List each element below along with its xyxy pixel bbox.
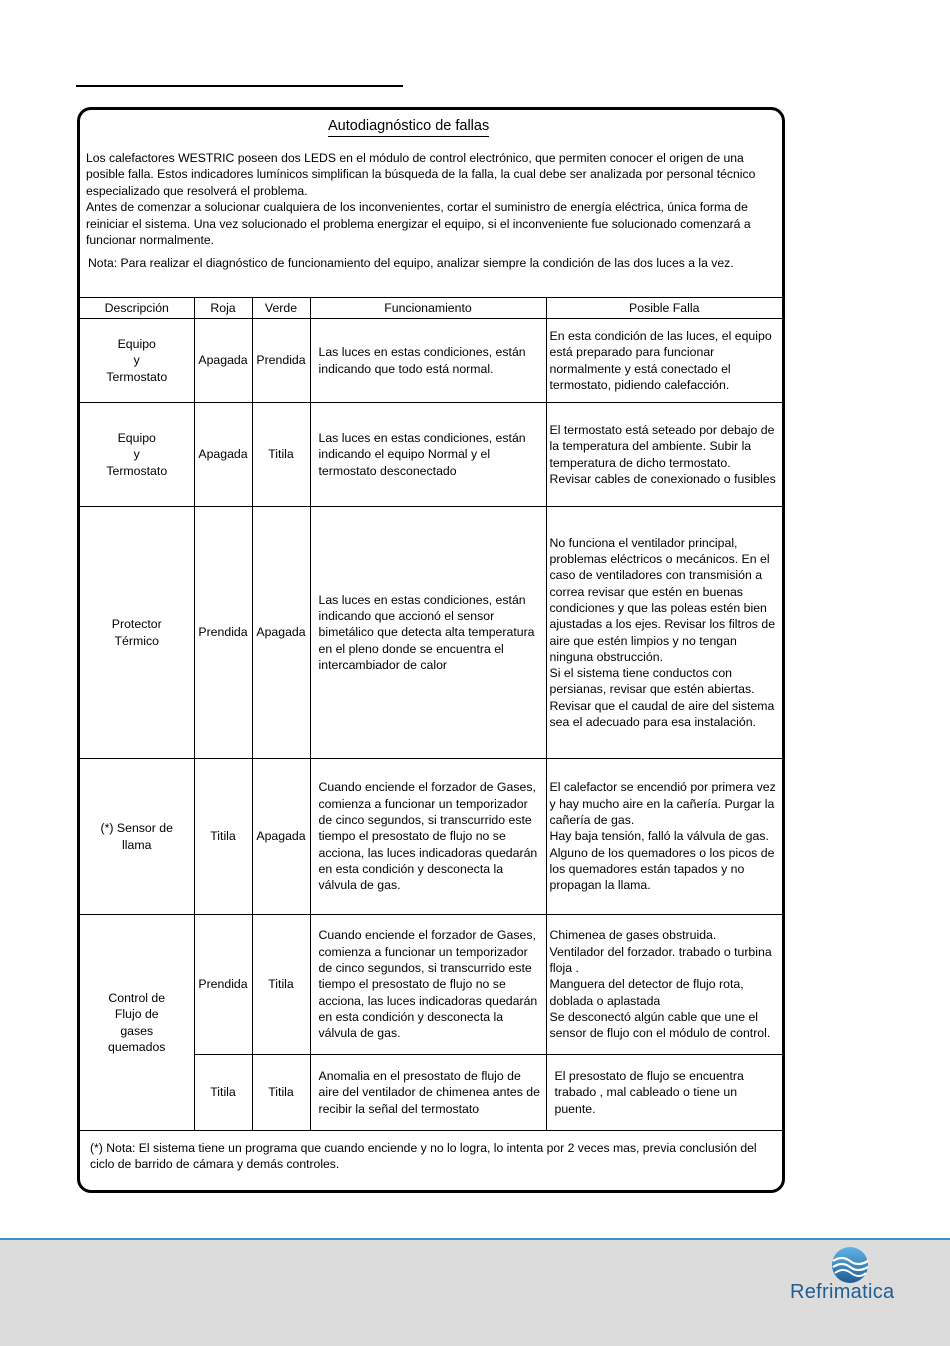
row-funcionamiento: Anomalia en el presostato de flujo de aire del ventilador de chimenea antes de recibir la señal del termostato	[310, 1055, 546, 1131]
fault-table	[80, 297, 782, 1131]
descripcion-line: Termostato	[106, 463, 168, 478]
row-roja: Apagada	[194, 403, 252, 507]
descripcion-line: Control de	[108, 990, 166, 1005]
table-row	[80, 759, 782, 915]
table-row	[80, 403, 782, 507]
row-roja: Apagada	[194, 319, 252, 403]
descripcion-line: Equipo	[117, 337, 156, 352]
intro-paragraph: Los calefactores WESTRIC poseen dos LEDS en el módulo de control electrónico, que permiten conocer el origen de una posible falla. Estos indicadores lumínicos simplifican la búsqueda de la falla, la cual debe ser analizada por personal técnico especializado que resolverá el problema.	[86, 151, 756, 198]
descripcion-line: quemados	[108, 1039, 166, 1054]
row-funcionamiento: Las luces en estas condiciones, están indicando el equipo Normal y el termostato desconectado	[310, 403, 546, 507]
intro-text	[86, 150, 776, 248]
brand-name: Refrimatica	[790, 1281, 895, 1303]
descripcion-line: llama	[122, 837, 152, 852]
row-verde: Apagada	[252, 759, 310, 915]
descripcion-line: y	[133, 447, 140, 462]
descripcion-line: gases	[120, 1023, 154, 1038]
row-funcionamiento: Las luces en estas condiciones, están indicando que todo está normal.	[310, 319, 546, 403]
group-descripcion	[80, 915, 194, 1131]
descripcion-line: (*) Sensor de	[100, 821, 173, 836]
header-verde: Verde	[252, 298, 310, 319]
descripcion-line: y	[133, 353, 140, 368]
descripcion-line: Termostato	[106, 369, 168, 384]
row-funcionamiento: Las luces en estas condiciones, están indicando que accionó el sensor bimetálico que detecta alta temperatura en el pleno donde se encuentra el intercambiador de calor	[310, 507, 546, 759]
row-descripcion	[80, 403, 194, 507]
table-row	[80, 507, 782, 759]
row-verde: Titila	[252, 403, 310, 507]
row-posible-falla: Chimenea de gases obstruida. Ventilador del forzador. trabado o turbina floja . Manguera del detector de flujo rota, doblada o aplastada Se desconectó algún cable que une el sensor de flujo con el módulo de control.	[546, 915, 782, 1055]
table-header-row	[80, 298, 782, 319]
row-posible-falla: El termostato está seteado por debajo de la temperatura del ambiente. Subir la temperatura de dicho termostato. Revisar cables de conexionado o fusibles	[546, 403, 782, 507]
row-roja: Prendida	[194, 915, 252, 1055]
diagnostic-panel	[77, 107, 785, 1193]
diagnostic-note: Nota: Para realizar el diagnóstico de funcionamiento del equipo, analizar siempre la condición de las dos luces a la vez.	[88, 256, 734, 270]
intro-paragraph: Antes de comenzar a solucionar cualquiera de los inconvenientes, cortar el suministro de energía eléctrica, única forma de reiniciar el sistema. Una vez solucionado el problema energizar el equipo, si el inconveniente fue solucionado comenzará a funcionar normalmente.	[86, 200, 751, 248]
row-funcionamiento: Cuando enciende el forzador de Gases, comienza a funcionar un temporizador de cinco segundos, si transcurrido este tiempo el presostato de flujo no se acciona, las luces indicadoras quedarán en esta condición y desconecta la válvula de gas.	[310, 759, 546, 915]
descripcion-line: Térmico	[114, 633, 159, 648]
header-funcionamiento: Funcionamiento	[310, 298, 546, 319]
bottom-note: (*) Nota: El sistema tiene un programa que cuando enciende y no lo logra, lo intenta por 2 veces mas, previa conclusión del ciclo de barrido de cámara y demás controles.	[90, 1141, 757, 1172]
row-descripcion	[80, 507, 194, 759]
row-posible-falla: El presostato de flujo se encuentra trabado , mal cableado o tiene un puente.	[546, 1055, 782, 1131]
row-verde: Apagada	[252, 507, 310, 759]
panel-title: Autodiagnóstico de fallas	[328, 118, 489, 137]
row-descripcion	[80, 759, 194, 915]
row-posible-falla: En esta condición de las luces, el equipo está preparado para funcionar normalmente y está conectado el termostato, pidiendo calefacción.	[546, 319, 782, 403]
row-verde: Titila	[252, 915, 310, 1055]
row-roja: Prendida	[194, 507, 252, 759]
row-descripcion	[80, 319, 194, 403]
header-descripcion: Descripción	[80, 298, 194, 319]
row-verde: Prendida	[252, 319, 310, 403]
header-posible-falla: Posible Falla	[546, 298, 782, 319]
row-roja: Titila	[194, 1055, 252, 1131]
descripcion-line: Protector	[111, 617, 162, 632]
row-verde: Titila	[252, 1055, 310, 1131]
row-roja: Titila	[194, 759, 252, 915]
row-posible-falla: No funciona el ventilador principal, problemas eléctricos o mecánicos. En el caso de ventiladores con transmisión a correa revisar que estén en buenas condiciones y que las poleas estén bien ajustadas a los ejes. Revisar los filtros de aire que estén limpios y no tengan ninguna obstrucción. Si el sistema tiene conductos con persianas, revisar que estén abiertas. Revisar que el caudal de aire del sistema sea el adecuado para esa instalación.	[546, 507, 782, 759]
row-posible-falla: El calefactor se encendió por primera vez y hay mucho aire en la cañería. Purgar la cañería de gas. Hay baja tensión, falló la válvula de gas. Alguno de los quemadores o los picos de los quemadores están tapados y no propagan la llama.	[546, 759, 782, 915]
top-rule	[76, 85, 403, 87]
header-roja: Roja	[194, 298, 252, 319]
table-row	[80, 915, 782, 1055]
table-row	[80, 319, 782, 403]
row-funcionamiento: Cuando enciende el forzador de Gases, comienza a funcionar un temporizador de cinco segundos, si transcurrido este tiempo el presostato de flujo no se acciona, las luces indicadoras quedarán en esta condición y desconecta la válvula de gas.	[310, 915, 546, 1055]
descripcion-line: Flujo de	[114, 1007, 159, 1022]
descripcion-line: Equipo	[117, 431, 156, 446]
